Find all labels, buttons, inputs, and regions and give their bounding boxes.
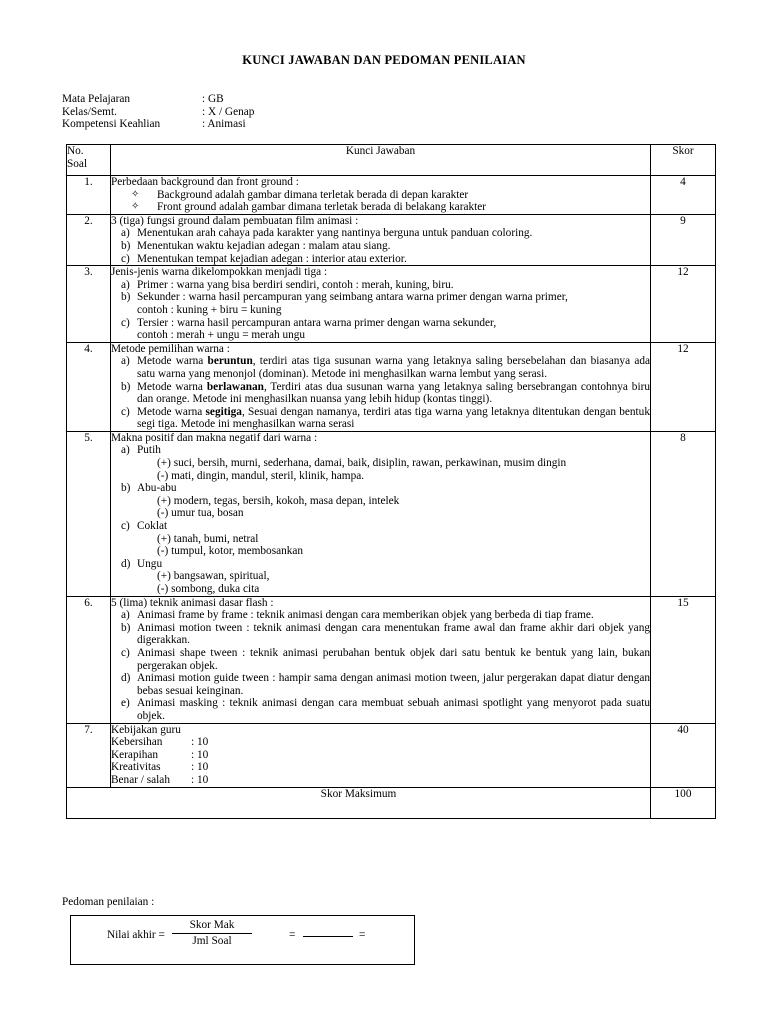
list-item (111, 201, 650, 214)
list-item (111, 227, 650, 240)
answer-cell (111, 214, 651, 265)
max-score-label: Skor Maksimum (67, 787, 651, 818)
table-header-row (67, 145, 716, 176)
positive-meaning: (+) modern, tegas, bersih, kokoh, masa depan, intelek (157, 494, 400, 507)
color-name: Abu-abu (137, 482, 177, 495)
header-no-line1: No. (67, 145, 84, 157)
list-marker: d) (121, 672, 131, 685)
answer-cell (111, 266, 651, 343)
list-marker: c) (121, 252, 130, 265)
text-fragment: , Terdiri atas dua susunan warna yang letaknya saling bersebrangan contohnya biru dan orange. Metode ini menghasilkan nuansa yang lebih hidup (kontas tinggi). (137, 380, 650, 406)
question-intro: 5 (lima) teknik animasi dasar flash : (111, 596, 274, 609)
list-item (111, 279, 650, 292)
meta-key: Kelas/Semt. (62, 105, 117, 118)
criteria-row (111, 749, 650, 762)
bold-term: berlawanan (206, 380, 264, 393)
list-item-line: contoh : merah + ungu = merah ungu (137, 329, 306, 342)
score-value: 40 (651, 723, 716, 787)
question-intro: Jenis-jenis warna dikelompokkan menjadi tiga : (111, 266, 328, 279)
table-row (67, 266, 716, 343)
max-score-row (67, 787, 716, 818)
bold-term: segitiga (205, 405, 242, 418)
list-marker: b) (121, 482, 131, 495)
negative-meaning: (-) umur tua, bosan (157, 507, 244, 520)
diamond-bullet-icon: ✧ (131, 188, 140, 200)
list-item-text (137, 406, 650, 431)
list-item-text (137, 355, 650, 380)
score-value: 9 (651, 214, 716, 265)
list-item (111, 622, 650, 647)
list-item (111, 609, 650, 622)
text-fragment: , Sesuai dengan namanya, terdiri atas tiga warna yang letaknya ditentukan dengan bentuk segi tiga. Metode ini menghasilkan warna serasi (137, 405, 650, 431)
table-row (67, 176, 716, 215)
list-item-text (137, 317, 650, 342)
color-name: Coklat (137, 520, 168, 533)
positive-meaning: (+) tanah, bumi, netral (157, 532, 259, 545)
text-fragment: Metode warna (137, 380, 207, 393)
criteria-score: : 10 (191, 773, 209, 786)
meta-value: : GB (202, 93, 224, 105)
meta-value: : X / Genap (202, 105, 255, 118)
formula-numerator: Skor Mak (172, 919, 252, 934)
list-item-text: Background adalah gambar dimana terletak berada di depan karakter (157, 188, 469, 201)
text-fragment: Metode warna (137, 355, 208, 368)
list-item-text: Animasi shape tween : teknik animasi perubahan bentuk objek dari satu bentuk ke bentuk yang lain, bukan pergerakan objek. (137, 646, 650, 672)
list-marker: b) (121, 291, 131, 304)
list-item-text: Menentukan arah cahaya pada karakter yang nantinya berguna untuk panduan coloring. (137, 227, 533, 240)
list-marker: d) (121, 557, 131, 570)
blank-fraction-line (303, 936, 353, 937)
list-item (111, 240, 650, 253)
list-item-line: contoh : kuning + biru = kuning (137, 303, 282, 316)
list-marker: c) (121, 520, 130, 533)
list-item (111, 520, 650, 533)
list-marker: c) (121, 316, 130, 329)
diamond-bullet-icon: ✧ (131, 201, 140, 213)
answer-cell (111, 176, 651, 215)
bold-term: beruntun (207, 355, 253, 368)
question-number: 5. (67, 431, 111, 596)
criteria-name: Kebersihan (111, 736, 163, 749)
list-item (111, 482, 650, 495)
header-no-soal (67, 145, 111, 176)
header-no-line2: Soal (67, 158, 88, 170)
table-row (67, 596, 716, 723)
positive-meaning: (+) bangsawan, spiritual, (157, 570, 270, 583)
list-item (111, 291, 650, 316)
color-name: Putih (137, 444, 161, 457)
answer-key-table (66, 144, 716, 819)
equals-sign: = (289, 929, 296, 941)
meta-key: Mata Pelajaran (62, 93, 131, 105)
list-item-text (137, 291, 650, 316)
negative-meaning: (-) tumpul, kotor, membosankan (157, 545, 304, 558)
answer-cell (111, 342, 651, 431)
question-number: 2. (67, 214, 111, 265)
criteria-score: : 10 (191, 736, 209, 749)
table-row (67, 214, 716, 265)
score-value: 15 (651, 596, 716, 723)
list-item (111, 697, 650, 722)
list-marker: a) (121, 227, 130, 240)
list-item-text (137, 381, 650, 406)
criteria-row (111, 761, 650, 774)
score-value: 4 (651, 176, 716, 215)
answer-cell (111, 596, 651, 723)
list-marker: b) (121, 380, 131, 393)
list-marker: b) (121, 239, 131, 252)
list-item-text: Front ground adalah gambar dimana terletak berada di belakang karakter (157, 201, 487, 214)
equals-sign: = (359, 929, 366, 941)
document-title: KUNCI JAWABAN DAN PEDOMAN PENILAIAN (242, 53, 526, 67)
max-score-value: 100 (651, 787, 716, 818)
list-marker: a) (121, 444, 130, 457)
negative-meaning: (-) sombong, duka cita (157, 583, 260, 595)
meta-value: : Animasi (202, 118, 246, 131)
color-name: Ungu (137, 557, 163, 570)
grading-guide-label: Pedoman penilaian : (62, 896, 155, 908)
criteria-name: Kerapihan (111, 748, 159, 761)
list-item-text: Animasi motion guide tween : hampir sama dengan animasi motion tween, jalur pergerakan dapat diatur dengan bebas sesuai keinginan. (137, 672, 650, 697)
list-item-text: Menentukan tempat kejadian adegan : interior atau exterior. (137, 252, 407, 265)
list-item (111, 672, 650, 697)
question-intro: 3 (tiga) fungsi ground dalam pembuatan film animasi : (111, 214, 359, 227)
list-item (111, 381, 650, 406)
list-item-text: Animasi motion tween : teknik animasi dengan cara menentukan frame awal dan frame akhir dari objek yang digerakkan. (137, 621, 650, 647)
question-intro: Metode pemilihan warna : (111, 342, 230, 355)
criteria-name: Kreativitas (111, 761, 161, 774)
question-intro: Kebijakan guru (111, 723, 181, 736)
list-item (111, 189, 650, 202)
criteria-score: : 10 (191, 761, 209, 774)
meta-info (62, 93, 254, 131)
list-item (111, 355, 650, 380)
positive-meaning: (+) suci, bersih, murni, sederhana, damai, baik, disiplin, rawan, perkawinan, musim dingin (157, 457, 567, 470)
header-skor: Skor (651, 145, 716, 176)
list-item-line: Tersier : warna hasil percampuran antara warna primer dengan warna sekunder, (137, 316, 497, 329)
formula-fraction (172, 919, 252, 947)
list-item (111, 406, 650, 431)
list-marker: c) (121, 405, 130, 418)
question-intro: Makna positif dan makna negatif dari warna : (111, 431, 318, 444)
list-marker: a) (121, 278, 130, 291)
question-number: 1. (67, 176, 111, 215)
score-value: 8 (651, 431, 716, 596)
score-value: 12 (651, 342, 716, 431)
formula-label: Nilai akhir = (107, 929, 165, 941)
meta-row-class (62, 106, 254, 119)
list-item-text: Menentukan waktu kejadian adegan : malam atau siang. (137, 239, 391, 252)
list-marker: b) (121, 621, 131, 634)
table-row (67, 342, 716, 431)
list-item-text: Primer : warna yang bisa berdiri sendiri, contoh : merah, kuning, biru. (137, 278, 454, 291)
list-item (111, 253, 650, 266)
text-fragment: Metode warna (137, 405, 206, 418)
formula-denominator: Jml Soal (192, 934, 232, 947)
question-number: 7. (67, 723, 111, 787)
score-value: 12 (651, 266, 716, 343)
list-marker: a) (121, 355, 130, 368)
criteria-row (111, 774, 650, 787)
question-number: 3. (67, 266, 111, 343)
text-fragment: , terdiri atas tiga susunan warna yang letaknya saling bersebelahan dan biasanya ada satu warna yang menonjol (dominan). Metode ini menghasilkan warna lembut yang serasi. (137, 355, 650, 380)
question-intro: Perbedaan background dan front ground : (111, 176, 299, 188)
criteria-row (111, 736, 650, 749)
criteria-score: : 10 (191, 748, 209, 761)
answer-cell (111, 431, 651, 596)
list-marker: c) (121, 646, 130, 659)
list-item-line: Sekunder : warna hasil percampuran yang seimbang antara warna primer dengan warna primer, (137, 291, 568, 304)
meta-row-subject (62, 93, 254, 106)
list-item (111, 647, 650, 672)
list-item-text: Animasi masking : teknik animasi dengan cara membuat sebuah animasi spotlight yang menyorot pada suatu objek. (137, 697, 650, 722)
question-number: 4. (67, 342, 111, 431)
final-score-formula (107, 919, 407, 959)
meta-key: Kompetensi Keahlian (62, 118, 161, 131)
list-item (111, 558, 650, 571)
answer-cell (111, 723, 651, 787)
list-item (111, 317, 650, 342)
table-row (67, 431, 716, 596)
list-item-text: Animasi frame by frame : teknik animasi dengan cara memberikan objek yang berbeda di tiap frame. (137, 609, 594, 622)
table-row (67, 723, 716, 787)
criteria-name: Benar / salah (111, 773, 170, 786)
negative-meaning: (-) mati, dingin, mandul, steril, klinik, hampa. (157, 469, 365, 482)
list-marker: a) (121, 609, 130, 622)
question-number: 6. (67, 596, 111, 723)
list-marker: e) (121, 697, 130, 710)
header-kunci-jawaban: Kunci Jawaban (111, 145, 651, 176)
list-item (111, 444, 650, 457)
meta-row-competency (62, 118, 254, 131)
